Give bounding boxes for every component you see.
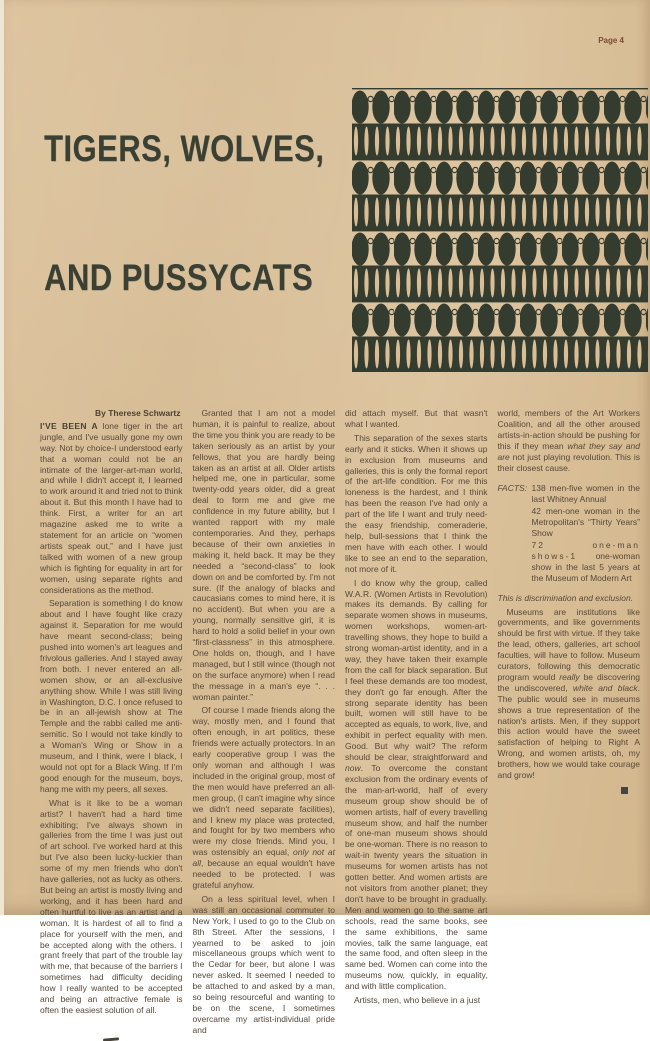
column-1: [40, 408, 183, 1040]
fact-text: 138 men-five women in the last Whitney Annual: [531, 483, 640, 505]
paragraph: On a less spiritual level, when I was still an occasional commuter to New York, I used to go to the Club on 8th Street. After the sessions, I yearned to be asked to join miscellaneous groups which went to the Cedar for beer, but alone I was never asked. It seemed I needed to be attached to and asked by a man, so being resourceful and wanting to be on the scene, I sometimes overcame my artist-individual pride and: [192, 893, 335, 1035]
page-left-edge: [0, 0, 4, 915]
italic-tagline: This is discrimination and exclusion.: [497, 592, 634, 603]
italic-phrase: really: [559, 671, 580, 682]
paragraph: Granted that I am not a model human, it is painful to realize, about the time you think you are ready to be taken seriously as an artist by your fellows, that you are hardly being taken as an artist at all. Older artists helped me, one in particular, some twenty-odd years older, did a great deal to form me and give me confidence in my future ability, but I wanted rapport with my male contemporaries. And they, perhaps because of their own anxieties in making it, held back. It may be they needed a “second-class” to look down on and be comforted by. I'm not sure. (If the analogy of blacks and caucasians comes to mind here, it is no accident). But when you are a young, normally sensitive girl, it is hard to hold a solid belief in your own “first-classness” in this atmosphere. One holds on, though, and I have managed, but I still wince (though not on the surface anymore) when I read the message in a man's eye “. . . woman painter.”: [192, 408, 335, 702]
article-title: [44, 130, 324, 296]
paragraph-text: Of course I made friends along the way, mostly men, and I found that often enough, in art politics, these friends were actually protectors. In an early cooperative group I was the only woman and although I was included in the original group, most of the men would have preferred an all-men group, (I can't imagine why since we didn't need separate facilities), and I knew my place was protected, and fought for by two members who were my close friends. Mind you, I was ostensibly an equal,: [192, 705, 335, 858]
paragraph-text: be discovering the undiscovered,: [497, 671, 640, 693]
paragraph-text: . To overcome the constant exclusion from the ordinary events of the man-art-world, half of every museum group show should be of women artists, half of every travelling museum show, and half the number of one-man museum shows should be one-woman. There is no reason to wait-in twenty years the situation in museums for women artists has not gotten better. And women artists are not visitors from another planet; they don't have to be brought in gradually. Men and women go to the same art schools, read the same books, see the same exhibitions, the same movies, talk the same language, eat the same food, and often sleep in the same bed. Women can come into the museums now, quickly, in equality, and with little complication.: [345, 763, 488, 992]
paragraph: What is it like to be a woman artist? I haven't had a hard time exhibiting; I've always shown in galleries from the time I was just out of art school. I've worked hard at this but I've also been lucky-luckier than some of my men friends who don't have galleries, not as lucky as others. But being an artist is mostly living and working, and it has been hard and often hurtful to live as an artist and a woman. It is hardest of all to find a place for yourself with the men, and be accepted along with the others. I grant freely that part of the trouble lay with me, that because of the barriers I sometimes had difficulty deciding how I really wanted to be accepted and being an attractive female is often the easiest solution of all.: [40, 797, 183, 1015]
column-4: [498, 408, 641, 1040]
abstract-woodcut-pattern-illustration: [352, 88, 648, 372]
paragraph: This separation of the sexes starts early and it sticks. When it shows up in exclusion from museums and galleries, this is only the formal report of the art-life condition. For me this loneness is the hardest, and I think has been the reason I've had only a part of the life I want and truly need-the easy friendship, comeraderie, help, bull-sessions that I think the men have with each other. I would like to see an end to the separation, not more of it.: [345, 432, 488, 574]
page-number: Page 4: [598, 36, 624, 45]
paragraph: Artists, men, who believe in a just: [354, 995, 481, 1006]
italic-phrase: only not at all: [192, 847, 335, 869]
paragraph: Separation is something I do know about and I have fought like crazy against it. Separation for me would have meant second-class; being pushed into women's art leagues and frivolous galleries. And I stayed away from both. I never entered an all-women show, or an all-exclusive anything show. While I was still living in Washington, D.C. I once refused to be in an all-jewish show at The Temple and the rabbi called me anti-semitic. So I would not take kindly to a Woman's Wing or Show in a museum, and I think, were I black, I would not opt for a Black Wing. If I'm good enough for the museum, boys, hang me with my peers, all sexes.: [40, 598, 183, 794]
paragraph-text: . The public would see in museums shows a true representation of the nation's artists. Men, if they support this action would have the sweet satisfaction of helping to Right A Wrong, and women artists, oh, my brothers, how we would take courage and grow!: [497, 682, 640, 781]
paragraph-text: lone tiger in the art jungle, and I've usually gone my own way. Not by choice-I understood early that a woman could not be an intimate of the larger-art-man world, and while I didn't accept it, I learned to work around it and tried not to think about it. But this month I have had to think. First, a writer for an art magazine asked me to write a statement for an article on “women artists speak out,” and I have just talked with women of a new group which is fighting for equality in art for women, using separate rights and considerations as the method.: [40, 420, 183, 595]
paragraph: [193, 705, 336, 890]
italic-phrase: white and black: [573, 682, 638, 693]
column-2: [193, 408, 336, 1040]
paragraph: [498, 607, 641, 782]
paragraph: [345, 578, 488, 992]
facts-label: FACTS:: [497, 483, 528, 494]
ink-dash-mark: [103, 1037, 119, 1041]
article-body: [40, 408, 640, 1040]
column-3: [345, 408, 488, 1040]
paragraph-text: Museums are institutions like governments, and like governments should be first with virtue. If they take the lead, others, galleries, art school faculties, will have to follow. Museum curators, following this democratic program would: [497, 606, 640, 682]
paragraph-text: not just playing revolution. This is their closest cause.: [497, 451, 640, 473]
end-of-article-square: [621, 787, 628, 794]
fact-item: [498, 540, 641, 584]
paragraph: [40, 421, 183, 596]
paragraph: did attach myself. But that wasn't what I wanted.: [345, 408, 488, 429]
title-line-1: TIGERS, WOLVES,: [44, 128, 325, 169]
paragraph: [498, 408, 641, 473]
fact-text: 72 one-man shows-1: [531, 539, 640, 561]
byline: By Therese Schwartz: [94, 408, 181, 418]
fact-text: one-woman show in the last 5 years at the Museum of Modern Art: [531, 550, 640, 583]
italic-phrase: now: [345, 763, 361, 773]
fact-item: [498, 483, 641, 505]
paragraph-text: I do know why the group, called W.A.R. (Women Artists in Revolution) makes its demands. By calling for separate women shows in museums, women workshops, women-art-travelling shows, they hope to build a strong woman-artist identity, and in a way, they have taken their example from the call for black separation. But I feel these demands are too modest, they don't go far enough. After the strong separate identity has been built, women will still have to be accepted as equals, to work, live, and exhibit in perfect equality with men. Good. But why wait? The reform should be clear, straightforward and: [345, 577, 488, 763]
facts-list: [498, 483, 641, 583]
paragraph-text: world, members of the Art Workers Coalition, and all the other aroused artists-in-action should be pushing for this if they mean: [497, 408, 640, 451]
title-line-2: AND PUSSYCATS: [44, 257, 314, 298]
paragraph-text: , because an equal wouldn't have needed to be protected. I was grateful anyhow.: [192, 858, 335, 890]
lead-in-words: I'VE BEEN A: [40, 420, 103, 431]
italic-phrase: what they say and are: [497, 440, 640, 462]
fact-item: 42 men-one woman in the Metropolitan's “Thirty Years” Show: [531, 506, 640, 539]
